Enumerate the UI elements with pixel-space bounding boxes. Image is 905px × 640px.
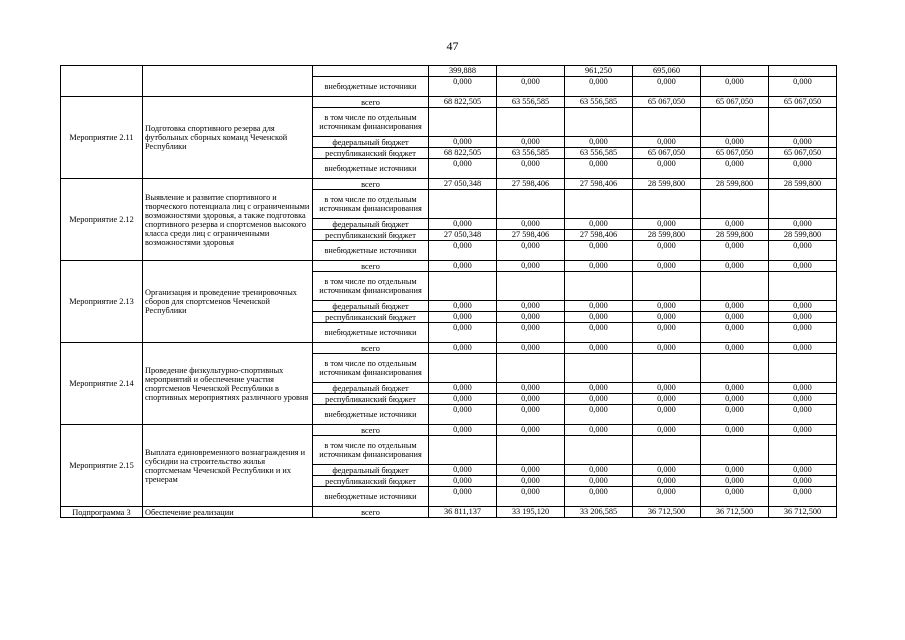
value-cell: 0,000 (565, 394, 633, 405)
source-cell: внебюджетные источники (313, 241, 429, 261)
value-cell: 0,000 (565, 487, 633, 507)
event-title: Выплата единовременного вознаграждения и субсидии на строительство жилья спортсменам Чеченской Республики и их тренерам (143, 425, 313, 507)
source-cell: всего (313, 97, 429, 108)
source-cell: республиканский бюджет (313, 312, 429, 323)
value-cell: 63 556,585 (565, 148, 633, 159)
value-cell (429, 436, 497, 465)
value-cell: 0,000 (769, 405, 837, 425)
value-cell (701, 66, 769, 77)
value-cell: 63 556,585 (565, 97, 633, 108)
event-code: Мероприятие 2.11 (61, 97, 143, 179)
value-cell: 33 206,585 (565, 507, 633, 518)
value-cell: 0,000 (769, 323, 837, 343)
value-cell: 0,000 (701, 137, 769, 148)
value-cell: 0,000 (429, 394, 497, 405)
value-cell: 0,000 (701, 301, 769, 312)
value-cell: 0,000 (633, 77, 701, 97)
value-cell: 65 067,050 (633, 148, 701, 159)
event-code: Мероприятие 2.14 (61, 343, 143, 425)
event-title: Выявление и развитие спортивного и творческого потенциала лиц с ограниченными возможностями здоровья, а также подготовка спортивного резерва и спортсменов высокого класса среди лиц с ограниченными возможностями здоровья (143, 179, 313, 261)
value-cell (769, 436, 837, 465)
value-cell: 0,000 (429, 323, 497, 343)
value-cell: 0,000 (633, 261, 701, 272)
value-cell: 0,000 (701, 487, 769, 507)
value-cell (565, 190, 633, 219)
value-cell: 0,000 (429, 487, 497, 507)
value-cell: 63 556,585 (497, 97, 565, 108)
value-cell (633, 272, 701, 301)
value-cell: 28 599,800 (769, 179, 837, 190)
value-cell (701, 436, 769, 465)
value-cell: 0,000 (497, 137, 565, 148)
source-cell: всего (313, 507, 429, 518)
value-cell: 0,000 (701, 312, 769, 323)
code-cell (61, 66, 143, 97)
source-cell: республиканский бюджет (313, 148, 429, 159)
source-cell: внебюджетные источники (313, 487, 429, 507)
value-cell: 65 067,050 (769, 148, 837, 159)
value-cell: 0,000 (769, 301, 837, 312)
value-cell: 0,000 (633, 405, 701, 425)
event-code: Мероприятие 2.12 (61, 179, 143, 261)
value-cell: 0,000 (497, 405, 565, 425)
value-cell: 0,000 (701, 465, 769, 476)
value-cell: 0,000 (769, 394, 837, 405)
value-cell: 0,000 (565, 219, 633, 230)
value-cell: 36 712,500 (769, 507, 837, 518)
value-cell: 0,000 (497, 301, 565, 312)
value-cell: 28 599,800 (633, 230, 701, 241)
source-cell: всего (313, 425, 429, 436)
source-cell: внебюджетные источники (313, 159, 429, 179)
value-cell (497, 108, 565, 137)
value-cell: 0,000 (429, 159, 497, 179)
value-cell: 0,000 (429, 405, 497, 425)
value-cell: 0,000 (429, 465, 497, 476)
funding-table (60, 65, 837, 518)
value-cell: 63 556,585 (497, 148, 565, 159)
value-cell: 0,000 (565, 261, 633, 272)
value-cell: 0,000 (701, 405, 769, 425)
value-cell (633, 436, 701, 465)
value-cell: 0,000 (497, 425, 565, 436)
value-cell (429, 272, 497, 301)
value-cell: 28 599,800 (633, 179, 701, 190)
value-cell: 65 067,050 (701, 148, 769, 159)
value-cell: 0,000 (497, 476, 565, 487)
value-cell: 0,000 (497, 219, 565, 230)
source-cell: в том числе по отдельным источникам финансирования (313, 436, 429, 465)
value-cell: 0,000 (565, 312, 633, 323)
value-cell: 0,000 (429, 261, 497, 272)
value-cell (701, 108, 769, 137)
value-cell: 33 195,120 (497, 507, 565, 518)
value-cell: 0,000 (701, 241, 769, 261)
value-cell: 27 050,348 (429, 179, 497, 190)
value-cell: 0,000 (769, 476, 837, 487)
value-cell: 0,000 (769, 159, 837, 179)
value-cell: 0,000 (633, 323, 701, 343)
source-cell: в том числе по отдельным источникам финансирования (313, 272, 429, 301)
value-cell: 0,000 (701, 425, 769, 436)
value-cell: 0,000 (633, 219, 701, 230)
value-cell: 0,000 (633, 487, 701, 507)
value-cell: 0,000 (633, 425, 701, 436)
value-cell: 0,000 (565, 323, 633, 343)
value-cell: 0,000 (701, 343, 769, 354)
event-title: Организация и проведение тренировочных сборов для спортсменов Чеченской Республики (143, 261, 313, 343)
value-cell: 0,000 (633, 383, 701, 394)
value-cell: 0,000 (701, 323, 769, 343)
value-cell: 65 067,050 (769, 97, 837, 108)
value-cell: 0,000 (429, 312, 497, 323)
source-cell: в том числе по отдельным источникам финансирования (313, 354, 429, 383)
value-cell: 0,000 (769, 137, 837, 148)
value-cell: 0,000 (565, 476, 633, 487)
value-cell: 695,060 (633, 66, 701, 77)
value-cell (565, 354, 633, 383)
value-cell: 0,000 (769, 425, 837, 436)
value-cell: 68 822,505 (429, 148, 497, 159)
table-row (61, 179, 837, 190)
value-cell (429, 354, 497, 383)
source-cell: внебюджетные источники (313, 323, 429, 343)
value-cell (633, 190, 701, 219)
value-cell: 0,000 (769, 487, 837, 507)
value-cell (769, 272, 837, 301)
value-cell: 0,000 (769, 219, 837, 230)
source-cell: всего (313, 343, 429, 354)
source-cell: в том числе по отдельным источникам финансирования (313, 190, 429, 219)
value-cell (565, 272, 633, 301)
value-cell: 0,000 (633, 476, 701, 487)
value-cell (769, 108, 837, 137)
value-cell: 0,000 (497, 465, 565, 476)
source-cell: всего (313, 179, 429, 190)
value-cell (429, 190, 497, 219)
value-cell (429, 108, 497, 137)
value-cell: 0,000 (565, 159, 633, 179)
table-row (61, 343, 837, 354)
value-cell: 0,000 (429, 241, 497, 261)
value-cell: 0,000 (769, 383, 837, 394)
value-cell (497, 66, 565, 77)
subprogram-title: Обеспечение реализации (143, 507, 313, 518)
value-cell: 0,000 (701, 383, 769, 394)
value-cell: 0,000 (429, 301, 497, 312)
value-cell: 0,000 (633, 159, 701, 179)
value-cell: 0,000 (565, 425, 633, 436)
value-cell: 0,000 (769, 312, 837, 323)
source-cell: внебюджетные источники (313, 405, 429, 425)
value-cell: 0,000 (565, 301, 633, 312)
value-cell: 27 598,406 (497, 179, 565, 190)
value-cell: 0,000 (497, 323, 565, 343)
event-title: Подготовка спортивного резерва для футбольных сборных команд Чеченской Республики (143, 97, 313, 179)
value-cell: 0,000 (497, 383, 565, 394)
value-cell (497, 354, 565, 383)
value-cell: 68 822,505 (429, 97, 497, 108)
value-cell: 0,000 (769, 343, 837, 354)
value-cell: 28 599,800 (701, 230, 769, 241)
value-cell (565, 436, 633, 465)
value-cell: 65 067,050 (633, 97, 701, 108)
value-cell: 65 067,050 (701, 97, 769, 108)
source-cell: в том числе по отдельным источникам финансирования (313, 108, 429, 137)
event-code: Мероприятие 2.13 (61, 261, 143, 343)
value-cell: 0,000 (769, 77, 837, 97)
value-cell (497, 272, 565, 301)
value-cell: 399,888 (429, 66, 497, 77)
value-cell: 0,000 (429, 476, 497, 487)
value-cell: 36 712,500 (701, 507, 769, 518)
value-cell: 0,000 (701, 219, 769, 230)
value-cell: 0,000 (429, 383, 497, 394)
value-cell: 0,000 (429, 77, 497, 97)
value-cell: 0,000 (633, 137, 701, 148)
event-code: Мероприятие 2.15 (61, 425, 143, 507)
value-cell: 0,000 (565, 383, 633, 394)
value-cell (769, 354, 837, 383)
value-cell: 0,000 (429, 219, 497, 230)
table-row (61, 261, 837, 272)
source-cell: республиканский бюджет (313, 476, 429, 487)
value-cell: 0,000 (497, 77, 565, 97)
value-cell: 0,000 (565, 405, 633, 425)
value-cell (497, 436, 565, 465)
value-cell: 0,000 (701, 77, 769, 97)
value-cell: 961,250 (565, 66, 633, 77)
desc-cell (143, 66, 313, 97)
page-number: 47 (446, 39, 459, 53)
value-cell: 0,000 (701, 159, 769, 179)
value-cell: 0,000 (701, 394, 769, 405)
value-cell: 0,000 (497, 312, 565, 323)
value-cell: 0,000 (565, 465, 633, 476)
value-cell: 28 599,800 (769, 230, 837, 241)
value-cell: 0,000 (497, 487, 565, 507)
value-cell: 0,000 (769, 261, 837, 272)
value-cell (701, 272, 769, 301)
value-cell: 0,000 (565, 77, 633, 97)
value-cell: 0,000 (565, 241, 633, 261)
value-cell (497, 190, 565, 219)
value-cell: 0,000 (701, 261, 769, 272)
value-cell: 0,000 (497, 261, 565, 272)
value-cell: 0,000 (497, 159, 565, 179)
value-cell: 0,000 (633, 465, 701, 476)
value-cell: 0,000 (769, 241, 837, 261)
value-cell: 27 050,348 (429, 230, 497, 241)
value-cell: 0,000 (633, 312, 701, 323)
value-cell: 0,000 (633, 301, 701, 312)
value-cell: 0,000 (633, 241, 701, 261)
value-cell: 0,000 (429, 137, 497, 148)
value-cell: 27 598,406 (565, 179, 633, 190)
value-cell: 27 598,406 (497, 230, 565, 241)
value-cell (565, 108, 633, 137)
value-cell (769, 190, 837, 219)
value-cell (633, 354, 701, 383)
source-cell: федеральный бюджет (313, 219, 429, 230)
source-cell: федеральный бюджет (313, 301, 429, 312)
subprogram-row (61, 507, 837, 518)
source-cell: всего (313, 261, 429, 272)
value-cell: 0,000 (769, 465, 837, 476)
source-cell (313, 66, 429, 77)
value-cell: 0,000 (497, 343, 565, 354)
value-cell: 0,000 (497, 241, 565, 261)
value-cell: 0,000 (565, 343, 633, 354)
value-cell: 0,000 (429, 425, 497, 436)
value-cell: 0,000 (701, 476, 769, 487)
subprogram-code: Подпрограмма 3 (61, 507, 143, 518)
value-cell (633, 108, 701, 137)
value-cell: 28 599,800 (701, 179, 769, 190)
value-cell (701, 354, 769, 383)
table-row (61, 66, 837, 77)
source-cell: внебюджетные источники (313, 77, 429, 97)
value-cell: 0,000 (565, 137, 633, 148)
value-cell (701, 190, 769, 219)
value-cell: 0,000 (429, 343, 497, 354)
value-cell: 0,000 (497, 394, 565, 405)
table-row (61, 425, 837, 436)
value-cell: 0,000 (633, 394, 701, 405)
source-cell: республиканский бюджет (313, 394, 429, 405)
value-cell: 36 811,137 (429, 507, 497, 518)
event-title: Проведение физкультурно-спортивных мероприятий и обеспечение участия спортсменов Чеченской Республики в спортивных мероприятиях различного уровня (143, 343, 313, 425)
value-cell (769, 66, 837, 77)
source-cell: республиканский бюджет (313, 230, 429, 241)
source-cell: федеральный бюджет (313, 383, 429, 394)
source-cell: федеральный бюджет (313, 137, 429, 148)
table-row (61, 97, 837, 108)
value-cell: 27 598,406 (565, 230, 633, 241)
source-cell: федеральный бюджет (313, 465, 429, 476)
value-cell: 0,000 (633, 343, 701, 354)
value-cell: 36 712,500 (633, 507, 701, 518)
